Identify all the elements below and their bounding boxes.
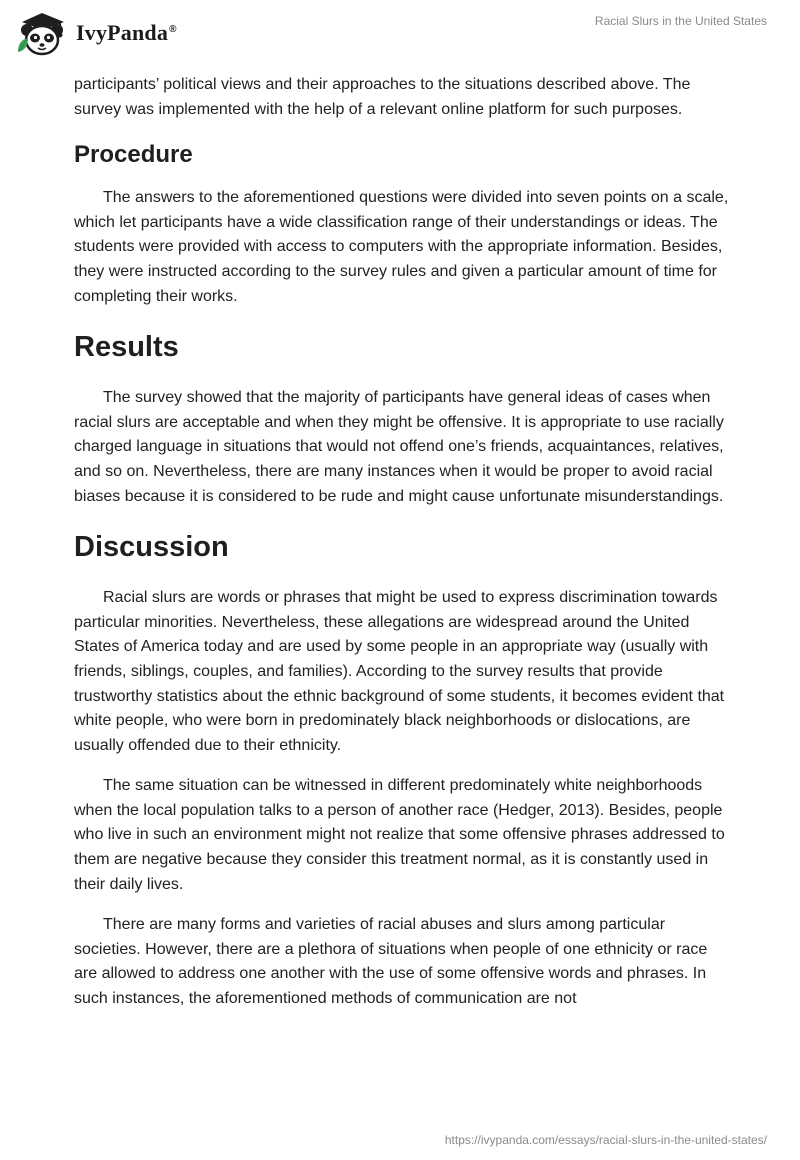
procedure-heading: Procedure [74,141,193,169]
results-paragraph: The survey showed that the majority of participants have general ideas of cases when racial slurs are acceptable and when they might be offensive. It is appropriate to use racially charged language in situations that would not offend one’s friends, acquaintances, relatives, and so on. Nevertheless, there are many instances when it would be proper to avoid racial biases because it is considered to be rude and might cause unfortunate misunderstandings. [74,389,724,505]
discussion-heading: Discussion [74,531,229,564]
intro-paragraph: participants’ political views and their approaches to the situations described above. The survey was implemented with the help of a relevant online platform for such purposes. [74,76,691,118]
results-heading: Results [74,331,179,364]
essay-content [74,70,734,1012]
discussion-paragraph-3: There are many forms and varieties of racial abuses and slurs among particular societies. However, there are a plethora of situations when people of one ethnicity or race are allowed to address one another with the use of some offensive words and phrases. In such instances, the aforementioned methods of communication are not [74,916,708,1008]
discussion-paragraph-2: The same situation can be witnessed in different predominately white neighborhoods when the local population talks to a person of another race (Hedger, 2013). Besides, people who live in such an environment might not realize that some offensive phrases addressed to them are negative because they consider this treatment normal, as it is constantly used in their daily lives. [74,777,725,893]
document-title: Racial Slurs in the United States [594,14,767,28]
procedure-paragraph: The answers to the aforementioned questions were divided into seven points on a scale, which let participants have a wide classification range of their understandings or ideas. The students were provided with access to computers with the appropriate information. Besides, they were instructed according to the survey rules and given a particular amount of time for completing their works. [74,189,729,305]
source-url[interactable]: https://ivypanda.com/essays/racial-slurs-in-the-united-states/ [444,1133,767,1147]
discussion-paragraph-1: Racial slurs are words or phrases that might be used to express discrimination towards particular minorities. Nevertheless, these allegations are widespread around the United States of America today and are used by some people in an appropriate way (usually with friends, siblings, couples, and families). According to the survey results that provide trustworthy statistics about the ethnic background of some students, it becomes evident that white people, who were born in predominately black neighborhoods or dislocations, are usually offended due to their ethnicity. [74,589,725,754]
page-header [0,0,800,70]
panda-graduate-icon [14,8,70,58]
brand-name: IvyPanda® [76,20,177,45]
ivypanda-logo[interactable] [14,8,177,58]
